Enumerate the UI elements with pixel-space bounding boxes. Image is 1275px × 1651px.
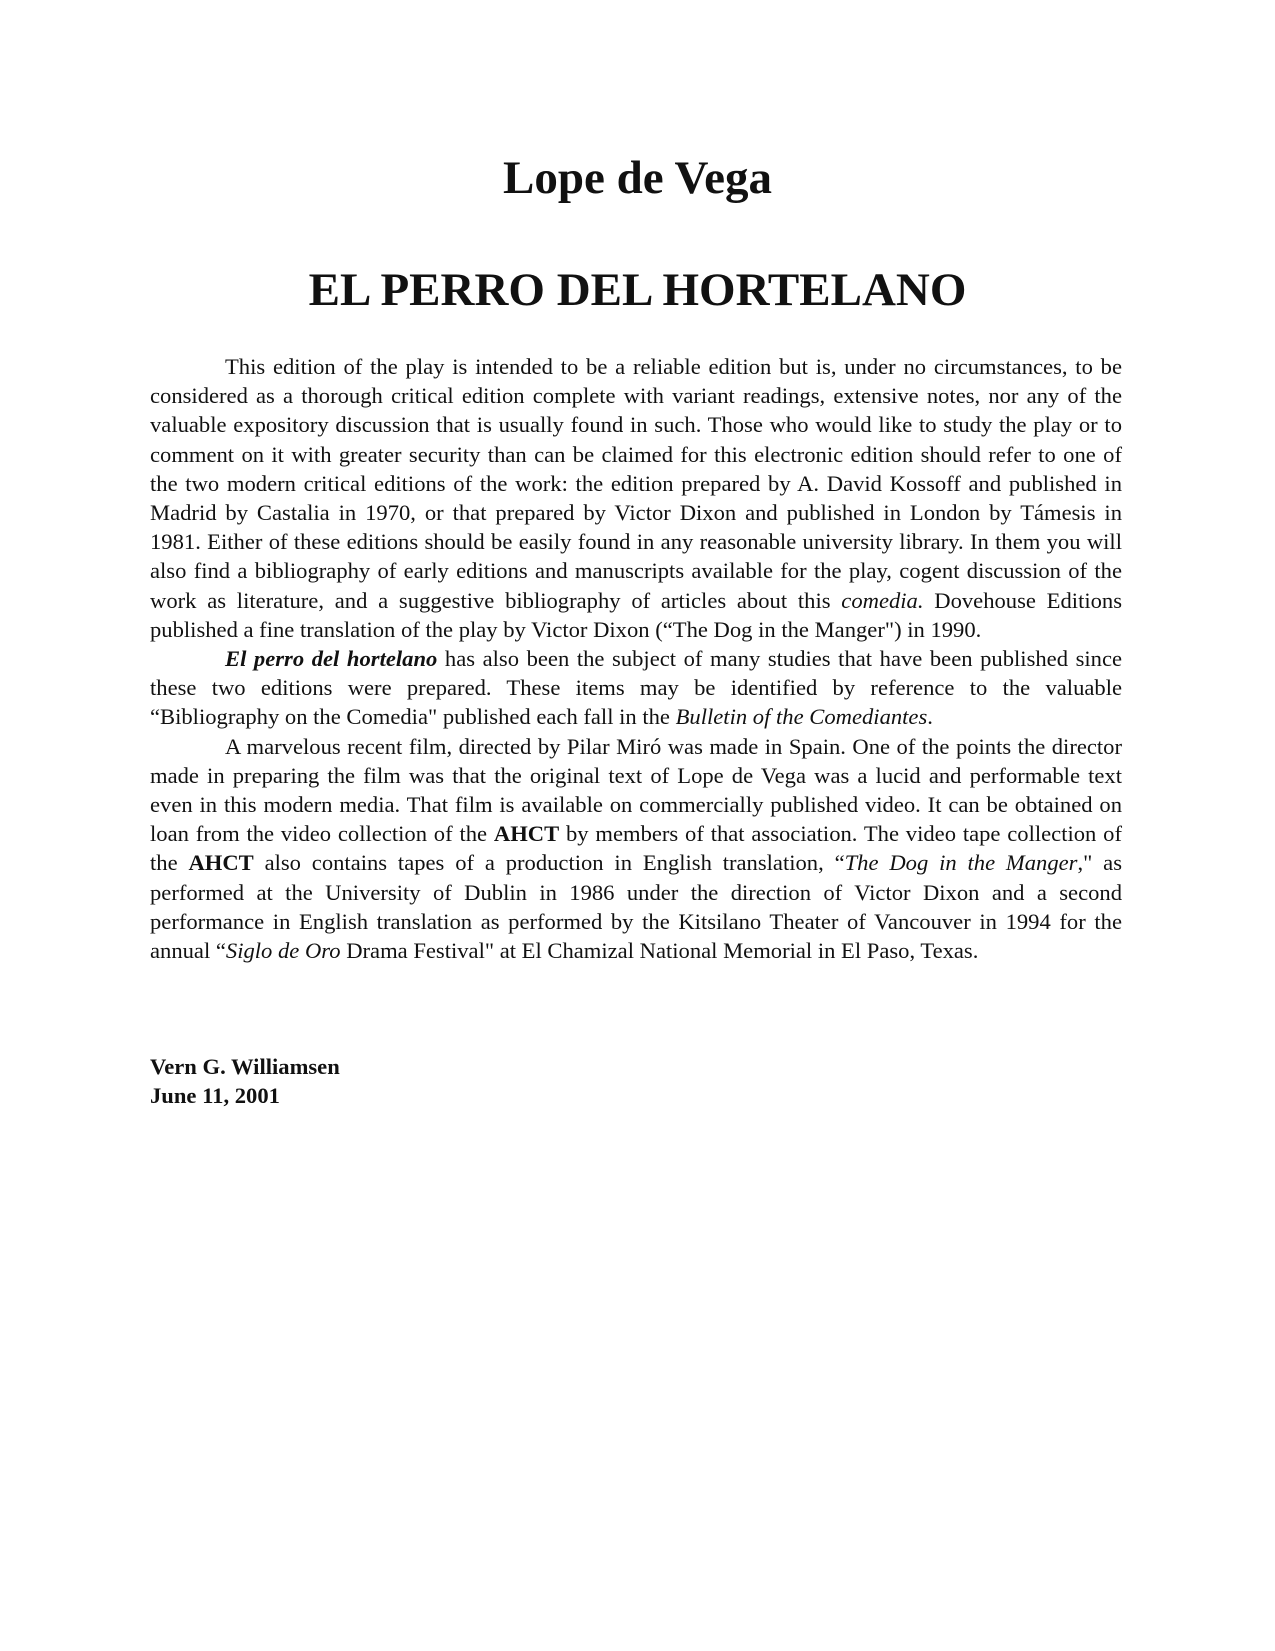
paragraph-3-text-d: ," as performed at the University of Dublin in 1986 under the direction of Victor Dixon and a second performance in English translation as performed by the Kitsilano Theater of Vancouver in 1994 for the annual “ — [150, 850, 1122, 964]
paragraph-3-text-c: also contains tapes of a production in English translation, “ — [253, 850, 845, 876]
festival-term: Siglo de Oro — [225, 938, 341, 964]
paragraph-2 — [150, 644, 1122, 732]
ahct-acronym: AHCT — [188, 850, 254, 876]
paragraph-3-text-a: A marvelous recent film, directed by Pilar Miró was made in Spain. One of the points the director made in preparing the film was that the original text of Lope de Vega was a lucid and performable text even in this modern media. That film is available on commercially published video. It can be obtained on loan from the video collection of the — [150, 733, 1122, 847]
signature-block — [150, 1052, 340, 1110]
paragraph-2-text-b: . — [927, 704, 933, 730]
paragraph-2-text-a: has also been the subject of many studies that have been published since these two editions were prepared. These items may be identified by reference to the valuable “Bibliography on the Comedia" published each fall in the — [150, 646, 1122, 730]
signature-name: Vern G. Williamsen — [150, 1054, 340, 1079]
ahct-acronym: AHCT — [493, 821, 560, 847]
introduction-body — [150, 352, 1122, 965]
author-heading: Lope de Vega — [503, 152, 772, 204]
play-title-inline: El perro del hortelano — [225, 646, 438, 672]
paragraph-3-text-e: Drama Festival" at El Chamizal National Memorial in El Paso, Texas. — [340, 938, 979, 964]
signature-date: June 11, 2001 — [150, 1083, 280, 1109]
translation-title: The Dog in the Manger — [844, 850, 1078, 876]
play-title: EL PERRO DEL HORTELANO — [308, 264, 967, 316]
paragraph-1-text-a: This edition of the play is intended to be a reliable edition but is, under no circumstances, to be considered as a thorough critical edition complete with variant readings, extensive notes, nor any of the valuable expository discussion that is usually found in such. Those who would like to study the play or to comment on it with greater security than can be claimed for this electronic edition should refer to one of the two modern critical editions of the work: the edition prepared by A. David Kossoff and published in Madrid by Castalia in 1970, or that prepared by Victor Dixon and published in London by Támesis in 1981. Either of these editions should be easily found in any reasonable university library. In them you will also find a bibliography of early editions and manuscripts available for the play, cogent discussion of the work as literature, and a suggestive bibliography of articles about this — [150, 354, 1122, 613]
paragraph-1-text-b: Dovehouse Editions published a fine translation of the play by Victor Dixon (“The Dog in the Manger") in 1990. — [150, 587, 1123, 642]
comedia-term: comedia. — [841, 587, 924, 613]
paragraph-3 — [150, 732, 1122, 966]
paragraph-1 — [150, 352, 1122, 644]
bulletin-title: Bulletin of the Comediantes — [675, 704, 928, 730]
paragraph-3-text-b: by members of that association. The video tape collection of the — [150, 821, 1122, 876]
